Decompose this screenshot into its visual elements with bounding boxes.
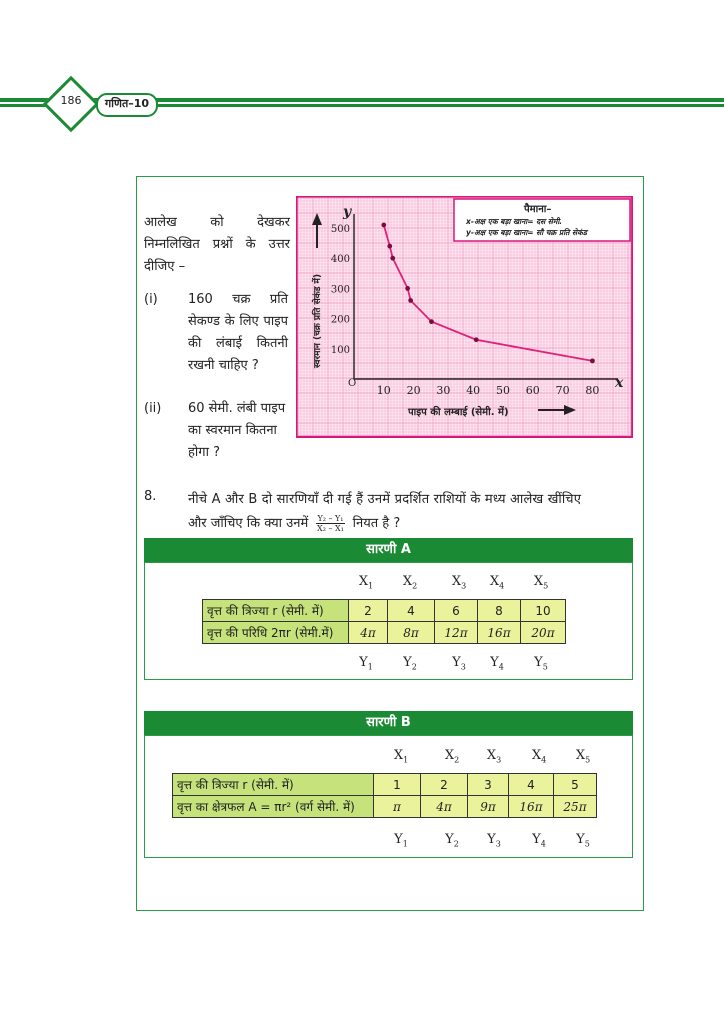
axis-letter: X — [486, 748, 497, 763]
axis-letter: X — [451, 574, 462, 589]
axis-letter: Y — [490, 655, 499, 670]
x-tick-label: 70 — [555, 384, 570, 397]
table-cell: 6 — [435, 600, 478, 622]
table-cell: 5 — [554, 774, 597, 796]
table-cell: 9π — [468, 796, 509, 818]
table-a-x1 — [356, 574, 376, 591]
table-a-x5 — [531, 574, 551, 591]
table-a-row2-label: वृत्त की परिधि 2πr (सेमी.में) — [203, 622, 349, 644]
slope-fraction-numerator: Y₂ – Y₁ — [317, 514, 344, 523]
table-cell: 3 — [468, 774, 509, 796]
axis-letter: Y — [394, 832, 403, 847]
x-tick-label: 30 — [436, 384, 451, 397]
axis-letter: Y — [452, 655, 461, 670]
question-8-line2-pre: और जाँचिए कि क्या उनमें — [188, 516, 309, 531]
pitch-length-graph — [296, 196, 633, 438]
axis-subscript: 5 — [542, 662, 548, 672]
table-a-x2 — [400, 574, 420, 591]
table-b-x1 — [391, 748, 411, 765]
data-point — [390, 256, 395, 261]
table-b-y1 — [391, 832, 411, 849]
y-axis-letter: y — [343, 204, 352, 220]
question-2-text: 60 सेमी. लंबी पाइप का स्वरमान कितना होगा ? — [188, 401, 286, 460]
page-number: 186 — [60, 94, 82, 107]
table-cell: 20π — [521, 622, 566, 644]
table-cell: 16π — [478, 622, 521, 644]
x-tick-label: 80 — [585, 384, 600, 397]
table-row — [173, 774, 597, 796]
axis-subscript: 4 — [499, 581, 505, 591]
y-tick-label: 300 — [330, 284, 350, 296]
axis-subscript: 4 — [541, 755, 547, 765]
table-b-row1-label: वृत्त की त्रिज्या r (सेमी. में) — [173, 774, 374, 796]
axis-subscript: 1 — [402, 839, 408, 849]
table-b-y2 — [442, 832, 462, 849]
question-8-line2 — [188, 513, 400, 533]
axis-letter: X — [444, 748, 455, 763]
intro-text: आलेख को देखकर निम्नलिखित प्रश्नों के उत्तर दीजिए – — [144, 215, 290, 274]
axis-letter: X — [531, 748, 542, 763]
x-axis-letter: x — [615, 375, 624, 391]
table-cell: π — [374, 796, 421, 818]
y-tick-label: 200 — [330, 314, 350, 326]
table-cell: 8π — [388, 622, 435, 644]
axis-letter: X — [489, 574, 500, 589]
scale-box — [454, 199, 630, 241]
table-a-y4 — [487, 655, 507, 672]
table-b-x5 — [573, 748, 593, 765]
table-row — [173, 796, 597, 818]
axis-letter: Y — [487, 832, 496, 847]
question-8-number: 8. — [144, 489, 157, 504]
table-a-x4 — [487, 574, 507, 591]
axis-subscript: 5 — [585, 755, 591, 765]
slope-fraction-denominator: X₂ – X₁ — [317, 524, 344, 533]
data-point — [405, 286, 410, 291]
table-cell: 4π — [349, 622, 388, 644]
scale-box-line1: x-अक्ष एक बड़ा खाना= दस सेमी. — [466, 217, 563, 226]
data-point — [590, 358, 595, 363]
data-point — [429, 319, 434, 324]
axis-subscript: 2 — [454, 755, 460, 765]
axis-subscript: 1 — [367, 662, 373, 672]
table-b-x4 — [529, 748, 549, 765]
table-cell: 16π — [509, 796, 554, 818]
axis-subscript: 5 — [543, 581, 549, 591]
axis-letter: X — [533, 574, 544, 589]
axis-letter: Y — [445, 832, 454, 847]
origin-label: O — [348, 378, 357, 389]
scale-box-line2: y-अक्ष एक बड़ा खाना= सौ चक्र प्रति सेकंड — [466, 228, 587, 237]
axis-subscript: 2 — [412, 581, 418, 591]
axis-letter: X — [575, 748, 586, 763]
table-row — [203, 622, 566, 644]
axis-subscript: 3 — [460, 662, 466, 672]
x-tick-label: 10 — [376, 384, 391, 397]
table-b-y4 — [529, 832, 549, 849]
y-tick-label: 500 — [330, 224, 350, 235]
axis-letter: Y — [534, 655, 543, 670]
axis-subscript: 5 — [584, 839, 590, 849]
table-cell: 1 — [374, 774, 421, 796]
table-b-y5 — [573, 832, 593, 849]
question-2-number: (ii) — [144, 401, 162, 416]
table-cell: 8 — [478, 600, 521, 622]
table-cell: 2 — [421, 774, 468, 796]
data-point — [387, 244, 392, 249]
table-a-y3 — [449, 655, 469, 672]
axis-letter: X — [358, 574, 369, 589]
y-tick-label: 100 — [330, 344, 350, 356]
slope-fraction — [316, 514, 344, 533]
axis-subscript: 3 — [495, 839, 501, 849]
axis-letter: X — [402, 574, 413, 589]
question-1-number: (i) — [144, 292, 158, 307]
axis-letter: Y — [576, 832, 585, 847]
question-8-line2-post: नियत है ? — [352, 516, 401, 531]
table-a-y2 — [400, 655, 420, 672]
question-8-line1: नीचे A और B दो सारणियाँ दी गई हैं उनमें प्रदर्शित राशियों के मध्य आलेख खींचिए — [188, 492, 582, 507]
table-b — [172, 773, 597, 818]
table-cell: 4 — [509, 774, 554, 796]
table-a-title: सारणी A — [144, 538, 633, 562]
table-b-row2-label: वृत्त का क्षेत्रफल A = πr² (वर्ग सेमी. में) — [173, 796, 374, 818]
axis-letter: Y — [532, 832, 541, 847]
table-b-title: सारणी B — [144, 711, 633, 735]
table-a-y1 — [356, 655, 376, 672]
table-cell: 10 — [521, 600, 566, 622]
table-a — [202, 599, 566, 644]
table-cell: 4 — [388, 600, 435, 622]
table-row — [203, 600, 566, 622]
x-tick-label: 50 — [496, 384, 510, 397]
table-cell: 4π — [421, 796, 468, 818]
axis-subscript: 2 — [411, 662, 417, 672]
table-a-x3 — [449, 574, 469, 591]
table-b-x3 — [484, 748, 504, 765]
table-cell: 12π — [435, 622, 478, 644]
axis-subscript: 3 — [496, 755, 502, 765]
x-axis-label: पाइप की लम्बाई (सेमी. में) — [408, 407, 509, 418]
table-a-row1-label: वृत्त की त्रिज्या r (सेमी. में) — [203, 600, 349, 622]
data-point — [474, 337, 479, 342]
table-cell: 25π — [554, 796, 597, 818]
axis-subscript: 4 — [540, 839, 546, 849]
x-tick-label: 40 — [466, 384, 481, 397]
axis-letter: X — [393, 748, 404, 763]
x-tick-label: 20 — [406, 384, 421, 397]
axis-subscript: 1 — [403, 755, 409, 765]
header-title: गणित–10 — [104, 97, 150, 110]
question-1-text: 160 चक्र प्रति सेकण्ड के लिए पाइप की लंबाई कितनी रखनी चाहिए ? — [188, 292, 288, 373]
table-b-y3 — [484, 832, 504, 849]
table-b-x2 — [442, 748, 462, 765]
x-tick-label: 60 — [525, 384, 540, 397]
axis-subscript: 2 — [453, 839, 459, 849]
y-axis-label: स्वरमान (चक्र प्रति सेकंड में) — [313, 273, 323, 368]
data-point — [408, 298, 413, 303]
axis-subscript: 3 — [461, 581, 467, 591]
scale-box-title: पैमाना– — [524, 204, 552, 215]
y-tick-label: 400 — [330, 254, 350, 266]
axis-subscript: 4 — [498, 662, 504, 672]
table-a-y5 — [531, 655, 551, 672]
data-point — [381, 223, 386, 228]
table-cell: 2 — [349, 600, 388, 622]
axis-letter: Y — [403, 655, 412, 670]
axis-letter: Y — [359, 655, 368, 670]
axis-subscript: 1 — [368, 581, 374, 591]
